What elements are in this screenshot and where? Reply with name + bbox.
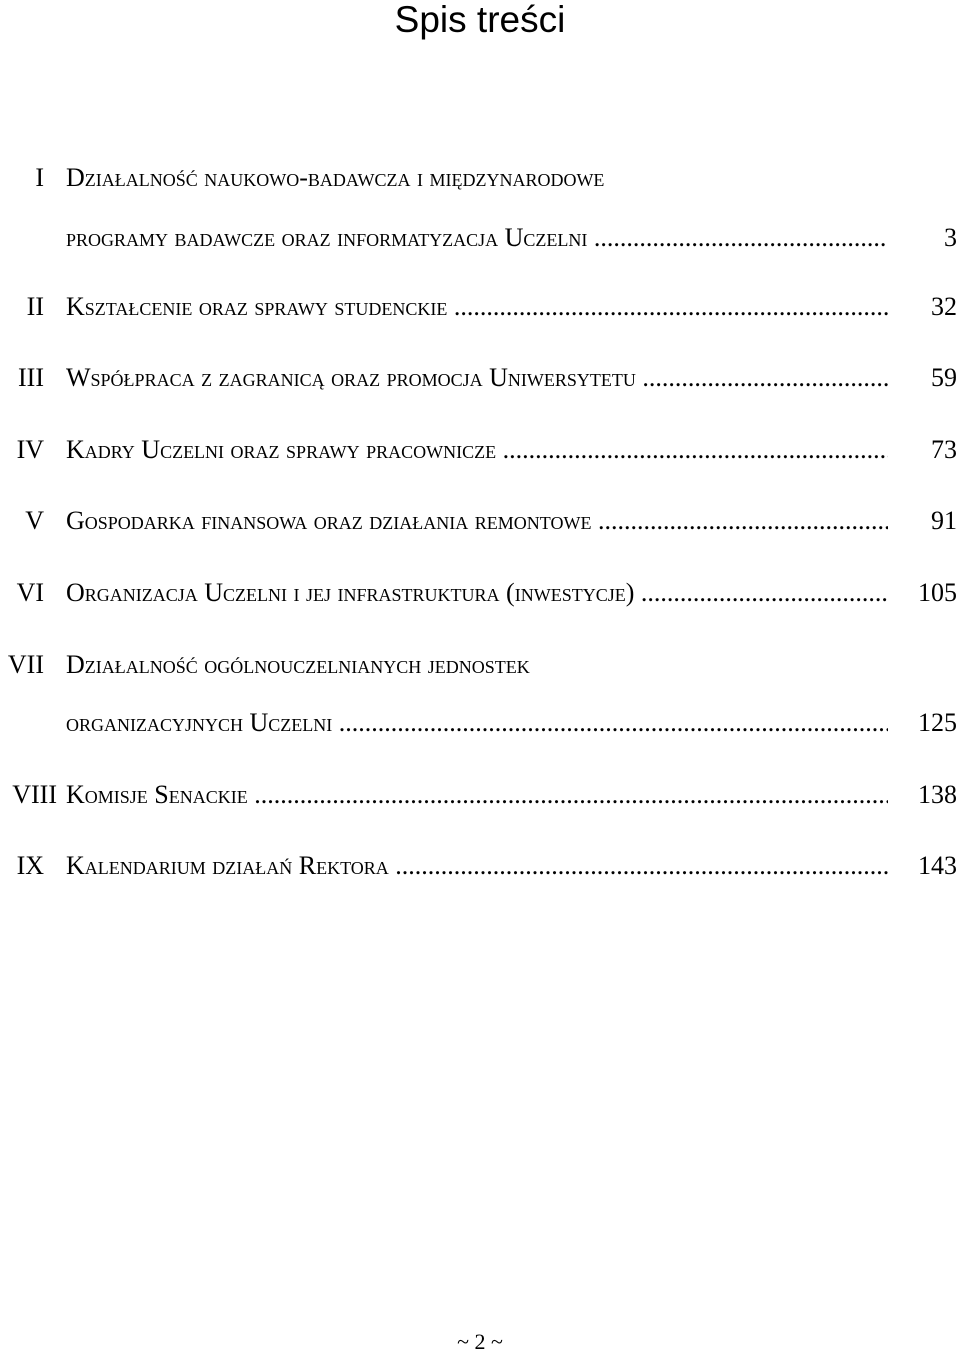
toc-entry-page: 32 <box>931 292 957 321</box>
toc-entry-title: Działalność ogólnouczelnianych jednostek <box>66 650 530 679</box>
toc-entry-page: 138 <box>918 780 957 809</box>
toc-entry-number: IX <box>16 851 44 880</box>
toc-entry-page: 73 <box>931 435 957 464</box>
toc-entry-7-continuation[interactable] <box>0 703 960 743</box>
toc-entry-number: VIII <box>12 780 57 809</box>
toc-entry-page: 3 <box>944 223 957 252</box>
toc-entry-8[interactable] <box>0 775 960 815</box>
toc-entry-page: 105 <box>918 578 957 607</box>
toc-entry-title: Gospodarka finansowa oraz działania remontowe ..... <box>66 501 888 541</box>
toc-entry-1[interactable] <box>0 158 960 198</box>
toc-entry-2[interactable] <box>0 287 960 327</box>
toc-entry-number: IV <box>16 435 44 464</box>
toc-entry-number: III <box>18 363 44 392</box>
toc-entry-number: V <box>25 506 44 535</box>
toc-entry-number: II <box>26 292 44 321</box>
toc-entry-9[interactable] <box>0 846 960 886</box>
toc-entry-page: 91 <box>931 506 957 535</box>
toc-entry-5[interactable] <box>0 501 960 541</box>
toc-entry-number: VI <box>16 578 44 607</box>
toc-entry-number: VII <box>7 650 44 679</box>
toc-entry-1-continuation[interactable] <box>0 218 960 258</box>
toc-entry-7[interactable] <box>0 645 960 685</box>
toc-entry-title: Kadry Uczelni oraz sprawy pracownicze ..... <box>66 430 888 470</box>
toc-entry-title: programy badawcze oraz informatyzacja Uczelni ..... <box>66 218 888 258</box>
toc-entry-6[interactable] <box>0 573 960 613</box>
toc-entry-title: organizacyjnych Uczelni ..... <box>66 703 888 743</box>
toc-entry-3[interactable] <box>0 358 960 398</box>
toc-entry-title: Komisje Senackie ..... <box>66 775 888 815</box>
toc-entry-page: 125 <box>918 708 957 737</box>
page-number-footer: ~ 2 ~ <box>457 1329 503 1354</box>
toc-entry-4[interactable] <box>0 430 960 470</box>
toc-entry-title: Organizacja Uczelni i jej infrastruktura (inwestycje) ..... <box>66 573 888 613</box>
toc-entry-number: I <box>35 163 44 192</box>
toc-entry-title: Działalność naukowo-badawcza i międzynarodowe <box>66 163 605 192</box>
toc-entry-page: 143 <box>918 851 957 880</box>
toc-entry-title: Współpraca z zagranicą oraz promocja Uniwersytetu ..... <box>66 358 888 398</box>
page-title: Spis treści <box>394 0 566 40</box>
toc-entry-title: Kalendarium działań Rektora ..... <box>66 846 888 886</box>
toc-entry-page: 59 <box>931 363 957 392</box>
toc-entry-title: Kształcenie oraz sprawy studenckie ..... <box>66 287 888 327</box>
